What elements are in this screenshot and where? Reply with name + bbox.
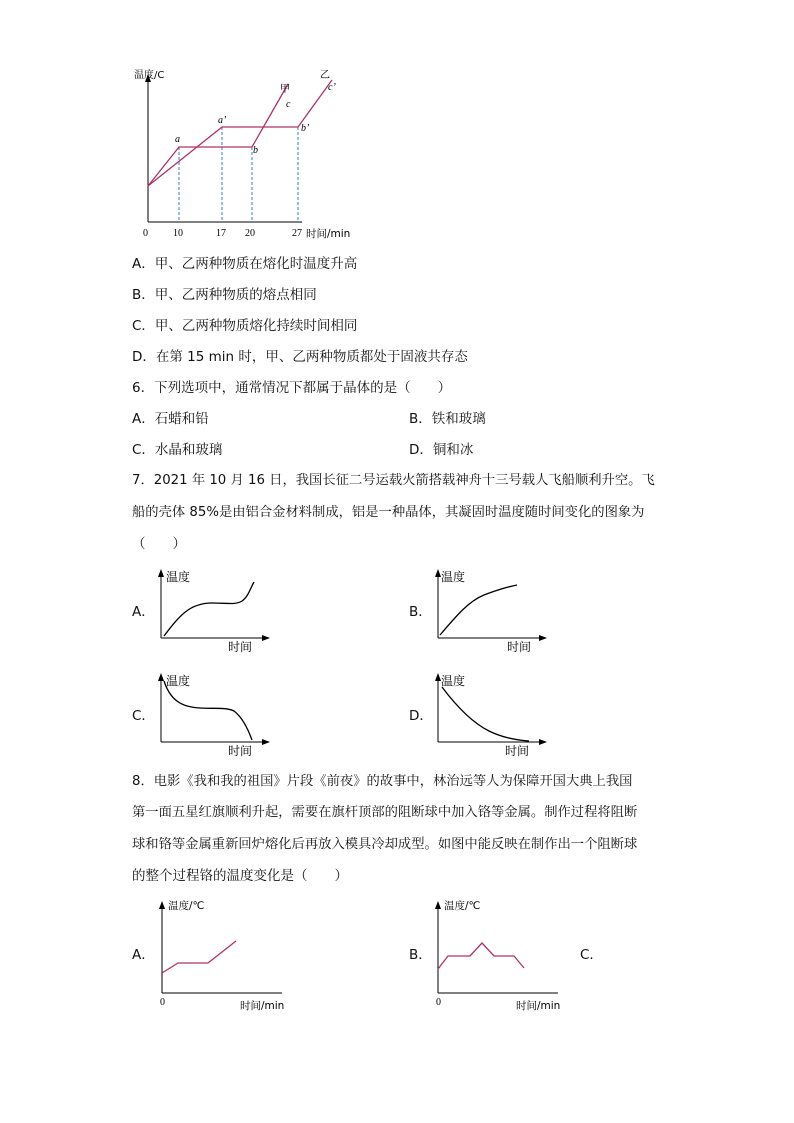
q8-line-2: 第一面五星红旗顺利升起，需要在旗杆顶部的阻断球中加入铬等金属。制作过程将阻断: [132, 805, 638, 820]
q7-line-3: （ ）: [132, 536, 186, 552]
q8-graph-b: [428, 895, 578, 1015]
q5-origin: 0: [143, 228, 148, 239]
q5-label-yi: 乙: [320, 70, 330, 81]
q8-line-4: 的整个过程铬的温度变化是（ ）: [132, 868, 348, 884]
q8-line-1: 8．电影《我和我的祖国》片段《前夜》的故事中，林治远等人为保障开国大典上我国: [132, 774, 633, 789]
q7-curve-c: [164, 681, 252, 740]
q8-line-3: 球和铬等金属重新回炉熔化后再放入模具冷却成型。如图中能反映在制作出一个阻断球: [132, 837, 638, 852]
q6-option-d: D．铜和冰: [409, 442, 474, 458]
q6-option-c: C．水晶和玻璃: [132, 442, 223, 458]
q7-d-ylabel: 温度: [441, 674, 466, 688]
q7-b-xlabel: 时间: [507, 640, 532, 654]
q8-b-xlabel: 时间/min: [516, 1000, 561, 1012]
q8-graph-a: [152, 895, 302, 1015]
q5-tick-10: 10: [173, 228, 183, 239]
q7-d-xlabel: 时间: [505, 744, 530, 758]
q7-line-1: 7．2021 年 10 月 16 日，我国长征二号运载火箭搭载神舟十三号载人飞船顺利升空。飞: [132, 473, 655, 488]
q8-label-a: A．: [132, 947, 155, 963]
q5-point-c: c: [286, 99, 291, 110]
q6-option-a: A．石蜡和铅: [132, 411, 209, 427]
q5-tick-17: 17: [216, 228, 226, 239]
q7-graph-b: [429, 565, 554, 655]
q7-graph-c: [152, 669, 277, 759]
q5-xlabel: 时间/min: [306, 228, 351, 240]
q5-graph: [120, 62, 370, 242]
q7-curve-b: [440, 585, 517, 635]
q7-curve-a: [164, 582, 254, 636]
q8-curve-b: [438, 943, 524, 969]
q7-a-xlabel: 时间: [228, 640, 253, 654]
q5-point-b: b: [253, 145, 258, 156]
q8-a-ylabel: 温度/℃: [168, 900, 205, 912]
q5-option-b: B．甲、乙两种物质的熔点相同: [132, 287, 317, 303]
q7-curve-d: [442, 687, 529, 741]
q5-option-c: C．甲、乙两种物质熔化持续时间相同: [132, 318, 358, 334]
q6-option-b: B．铁和玻璃: [409, 411, 486, 427]
q7-b-ylabel: 温度: [441, 570, 466, 584]
q7-graph-d: [429, 669, 554, 759]
q5-curve-jia: [148, 84, 288, 186]
q6-stem: 6．下列选项中，通常情况下都属于晶体的是（ ）: [132, 380, 452, 396]
q7-label-b: B．: [409, 604, 432, 620]
q8-label-b: B．: [409, 947, 432, 963]
q5-label-jia: 甲: [280, 84, 290, 95]
q7-line-2: 船的壳体 85%是由铝合金材料制成，铝是一种晶体，其凝固时温度随时间变化的图象为: [132, 505, 645, 520]
q8-b-ylabel: 温度/℃: [444, 900, 481, 912]
q8-b-origin: 0: [436, 997, 441, 1008]
q7-c-xlabel: 时间: [228, 744, 253, 758]
q5-option-d: D．在第 15 min 时，甲、乙两种物质都处于固液共存态: [132, 349, 468, 365]
q7-label-c: C．: [132, 708, 155, 724]
q7-label-a: A．: [132, 604, 155, 620]
q7-a-ylabel: 温度: [166, 570, 191, 584]
q8-curve-a: [162, 941, 236, 973]
q5-option-a: A．甲、乙两种物质在熔化时温度升高: [132, 256, 358, 272]
q5-point-a2: a’: [218, 115, 227, 126]
q7-graph-a: [152, 565, 277, 655]
q5-ylabel: 温度/C: [134, 70, 165, 81]
q5-tick-27: 27: [292, 228, 302, 239]
q8-a-xlabel: 时间/min: [240, 1000, 285, 1012]
q8-a-origin: 0: [160, 997, 165, 1008]
q5-point-b2: b’: [301, 123, 310, 134]
q5-point-a: a: [175, 134, 180, 145]
q8-label-c: C．: [580, 947, 603, 963]
q7-label-d: D．: [409, 708, 433, 724]
q5-point-c2: c’: [328, 82, 336, 93]
q5-tick-20: 20: [245, 228, 255, 239]
q7-c-ylabel: 温度: [166, 674, 191, 688]
